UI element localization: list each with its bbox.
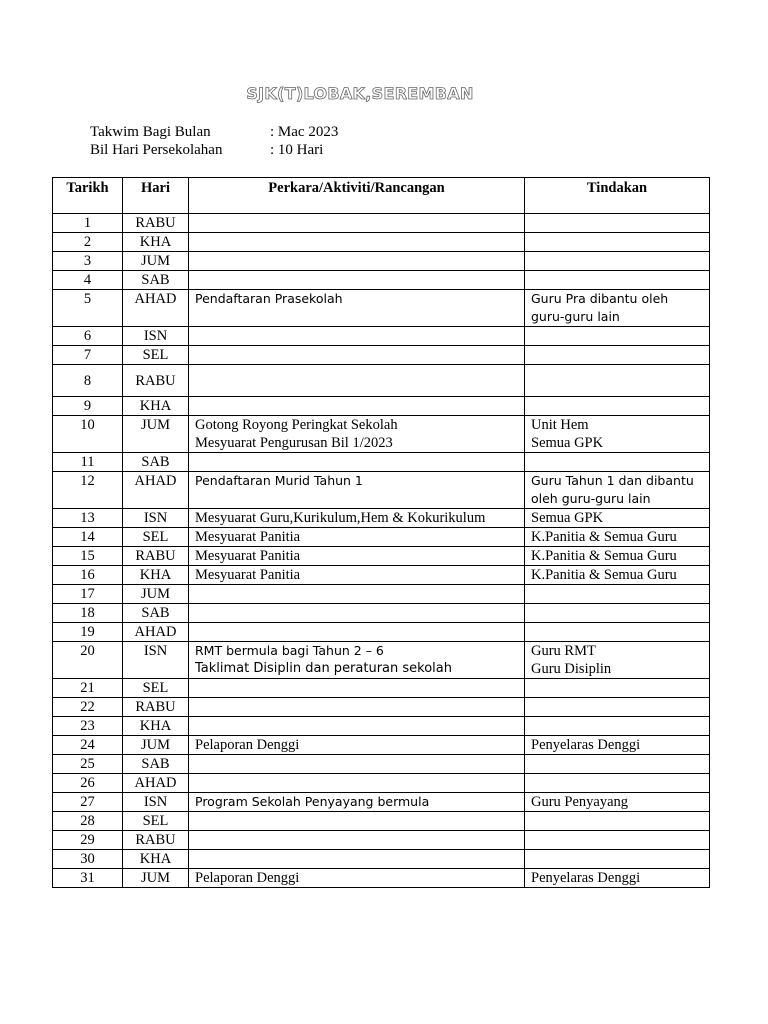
action-line: K.Panitia & Semua Guru	[531, 529, 677, 545]
row-activity	[189, 566, 525, 585]
row-day: RABU	[123, 831, 189, 850]
row-day: KHA	[123, 566, 189, 585]
table-row	[53, 453, 710, 472]
row-day: RABU	[123, 698, 189, 717]
action-line: Guru Tahun 1 dan dibantu	[531, 473, 694, 488]
row-action	[525, 416, 710, 453]
header-hari: Hari	[123, 178, 189, 214]
activity-line: Mesyuarat Pengurusan Bil 1/2023	[195, 435, 393, 451]
school-days-value: : 10 Hari	[270, 142, 324, 158]
row-activity	[189, 327, 525, 346]
action-line: Penyelaras Denggi	[531, 737, 641, 753]
table-row	[53, 717, 710, 736]
activity-line: Program Sekolah Penyayang bermula	[195, 794, 430, 809]
activity-line: Mesyuarat Panitia	[195, 548, 301, 564]
table-row	[53, 869, 710, 888]
table-row	[53, 252, 710, 271]
row-activity	[189, 812, 525, 831]
row-action	[525, 566, 710, 585]
row-day: ISN	[123, 327, 189, 346]
activity-line: Pelaporan Denggi	[195, 870, 300, 886]
row-date: 9	[53, 397, 123, 416]
month-label: Takwim Bagi Bulan	[90, 124, 211, 140]
row-activity	[189, 736, 525, 755]
row-date: 24	[53, 736, 123, 755]
row-day: SEL	[123, 346, 189, 365]
row-activity	[189, 397, 525, 416]
table-row	[53, 547, 710, 566]
row-day: KHA	[123, 850, 189, 869]
table-row	[53, 698, 710, 717]
table-row	[53, 585, 710, 604]
row-date: 16	[53, 566, 123, 585]
activity-line: Pendaftaran Murid Tahun 1	[195, 473, 363, 488]
row-activity	[189, 453, 525, 472]
row-activity	[189, 365, 525, 397]
row-day: ISN	[123, 793, 189, 812]
row-day: RABU	[123, 547, 189, 566]
row-activity	[189, 604, 525, 623]
row-activity	[189, 831, 525, 850]
action-line: Unit Hem	[531, 417, 589, 433]
row-day: SAB	[123, 755, 189, 774]
row-action	[525, 453, 710, 472]
table-row	[53, 793, 710, 812]
row-action	[525, 869, 710, 888]
row-date: 20	[53, 642, 123, 679]
row-activity	[189, 472, 525, 509]
row-action	[525, 327, 710, 346]
row-activity	[189, 528, 525, 547]
table-row	[53, 214, 710, 233]
row-action	[525, 717, 710, 736]
table-row	[53, 365, 710, 397]
action-line: Guru RMT	[531, 643, 596, 659]
row-date: 4	[53, 271, 123, 290]
table-row	[53, 528, 710, 547]
row-day: ISN	[123, 509, 189, 528]
row-activity	[189, 416, 525, 453]
row-date: 29	[53, 831, 123, 850]
activity-line: Pelaporan Denggi	[195, 737, 300, 753]
action-line: Semua GPK	[531, 435, 604, 451]
row-date: 22	[53, 698, 123, 717]
row-activity	[189, 679, 525, 698]
table-row	[53, 346, 710, 365]
row-day: JUM	[123, 736, 189, 755]
row-day: SAB	[123, 453, 189, 472]
activity-line: Mesyuarat Guru,Kurikulum,Hem & Kokurikulum	[195, 510, 486, 526]
action-line: Semua GPK	[531, 510, 604, 526]
row-action	[525, 509, 710, 528]
activity-line: Pendaftaran Prasekolah	[195, 291, 343, 306]
row-date: 13	[53, 509, 123, 528]
header-tindakan: Tindakan	[525, 178, 710, 214]
row-action	[525, 604, 710, 623]
row-activity	[189, 290, 525, 327]
table-row	[53, 679, 710, 698]
row-day: JUM	[123, 585, 189, 604]
row-activity	[189, 623, 525, 642]
row-day: SAB	[123, 271, 189, 290]
row-activity	[189, 233, 525, 252]
row-date: 7	[53, 346, 123, 365]
row-day: RABU	[123, 214, 189, 233]
row-action	[525, 365, 710, 397]
action-line: Penyelaras Denggi	[531, 870, 641, 886]
activity-line: RMT bermula bagi Tahun 2 – 6	[195, 643, 384, 658]
row-day: SAB	[123, 604, 189, 623]
calendar-table	[52, 177, 710, 888]
row-date: 27	[53, 793, 123, 812]
row-day: RABU	[123, 365, 189, 397]
row-date: 17	[53, 585, 123, 604]
row-date: 11	[53, 453, 123, 472]
activity-line: Gotong Royong Peringkat Sekolah	[195, 417, 398, 433]
row-activity	[189, 271, 525, 290]
row-date: 5	[53, 290, 123, 327]
row-action	[525, 831, 710, 850]
table-row	[53, 327, 710, 346]
header-tarikh: Tarikh	[53, 178, 123, 214]
row-action	[525, 271, 710, 290]
action-line: Guru Penyayang	[531, 794, 629, 810]
activity-line: Taklimat Disiplin dan peraturan sekolah	[195, 661, 452, 676]
row-action	[525, 585, 710, 604]
table-row	[53, 509, 710, 528]
row-day: SEL	[123, 528, 189, 547]
row-action	[525, 642, 710, 679]
table-row	[53, 623, 710, 642]
row-action	[525, 698, 710, 717]
row-activity	[189, 755, 525, 774]
row-day: AHAD	[123, 472, 189, 509]
action-line: K.Panitia & Semua Guru	[531, 567, 677, 583]
row-day: KHA	[123, 717, 189, 736]
row-date: 31	[53, 869, 123, 888]
row-date: 18	[53, 604, 123, 623]
table-row	[53, 774, 710, 793]
row-day: KHA	[123, 397, 189, 416]
page-title: SJK(T)LOBAK,SEREMBAN	[246, 84, 474, 103]
row-day: ISN	[123, 642, 189, 679]
row-action	[525, 290, 710, 327]
action-line: guru-guru lain	[531, 309, 620, 324]
row-activity	[189, 774, 525, 793]
table-row	[53, 850, 710, 869]
row-date: 10	[53, 416, 123, 453]
action-line: oleh guru-guru lain	[531, 491, 651, 506]
header-perkara: Perkara/Aktiviti/Rancangan	[189, 178, 525, 214]
row-day: AHAD	[123, 290, 189, 327]
table-row	[53, 416, 710, 453]
row-action	[525, 346, 710, 365]
table-row	[53, 397, 710, 416]
row-day: AHAD	[123, 774, 189, 793]
row-activity	[189, 214, 525, 233]
action-line: K.Panitia & Semua Guru	[531, 548, 677, 564]
row-action	[525, 528, 710, 547]
month-value: : Mac 2023	[270, 124, 339, 140]
row-action	[525, 793, 710, 812]
row-day: JUM	[123, 869, 189, 888]
action-line: Guru Pra dibantu oleh	[531, 291, 669, 306]
row-action	[525, 812, 710, 831]
activity-line: Mesyuarat Panitia	[195, 529, 301, 545]
row-day: JUM	[123, 416, 189, 453]
row-action	[525, 214, 710, 233]
table-row	[53, 472, 710, 509]
row-day: AHAD	[123, 623, 189, 642]
row-activity	[189, 850, 525, 869]
row-action	[525, 774, 710, 793]
row-date: 23	[53, 717, 123, 736]
table-row	[53, 812, 710, 831]
activity-line: Mesyuarat Panitia	[195, 567, 301, 583]
row-date: 30	[53, 850, 123, 869]
row-action	[525, 472, 710, 509]
table-row	[53, 736, 710, 755]
table-row	[53, 604, 710, 623]
row-action	[525, 547, 710, 566]
row-activity	[189, 642, 525, 679]
row-day: KHA	[123, 233, 189, 252]
row-date: 19	[53, 623, 123, 642]
row-date: 6	[53, 327, 123, 346]
row-date: 3	[53, 252, 123, 271]
row-date: 12	[53, 472, 123, 509]
row-activity	[189, 509, 525, 528]
row-action	[525, 736, 710, 755]
row-date: 28	[53, 812, 123, 831]
row-day: JUM	[123, 252, 189, 271]
row-date: 21	[53, 679, 123, 698]
action-line: Guru Disiplin	[531, 661, 612, 677]
row-date: 15	[53, 547, 123, 566]
row-action	[525, 679, 710, 698]
row-day: SEL	[123, 812, 189, 831]
table-row	[53, 271, 710, 290]
row-activity	[189, 547, 525, 566]
row-activity	[189, 252, 525, 271]
row-date: 25	[53, 755, 123, 774]
row-action	[525, 850, 710, 869]
row-action	[525, 397, 710, 416]
row-activity	[189, 717, 525, 736]
row-activity	[189, 698, 525, 717]
row-date: 8	[53, 365, 123, 397]
row-day: SEL	[123, 679, 189, 698]
row-activity	[189, 793, 525, 812]
row-action	[525, 233, 710, 252]
row-date: 1	[53, 214, 123, 233]
table-header-row	[53, 178, 710, 214]
school-days-label: Bil Hari Persekolahan	[90, 142, 223, 158]
table-row	[53, 755, 710, 774]
row-action	[525, 623, 710, 642]
table-row	[53, 233, 710, 252]
row-action	[525, 755, 710, 774]
table-row	[53, 566, 710, 585]
row-activity	[189, 585, 525, 604]
row-activity	[189, 869, 525, 888]
row-date: 26	[53, 774, 123, 793]
row-action	[525, 252, 710, 271]
row-activity	[189, 346, 525, 365]
row-date: 14	[53, 528, 123, 547]
table-row	[53, 831, 710, 850]
table-row	[53, 642, 710, 679]
table-row	[53, 290, 710, 327]
row-date: 2	[53, 233, 123, 252]
